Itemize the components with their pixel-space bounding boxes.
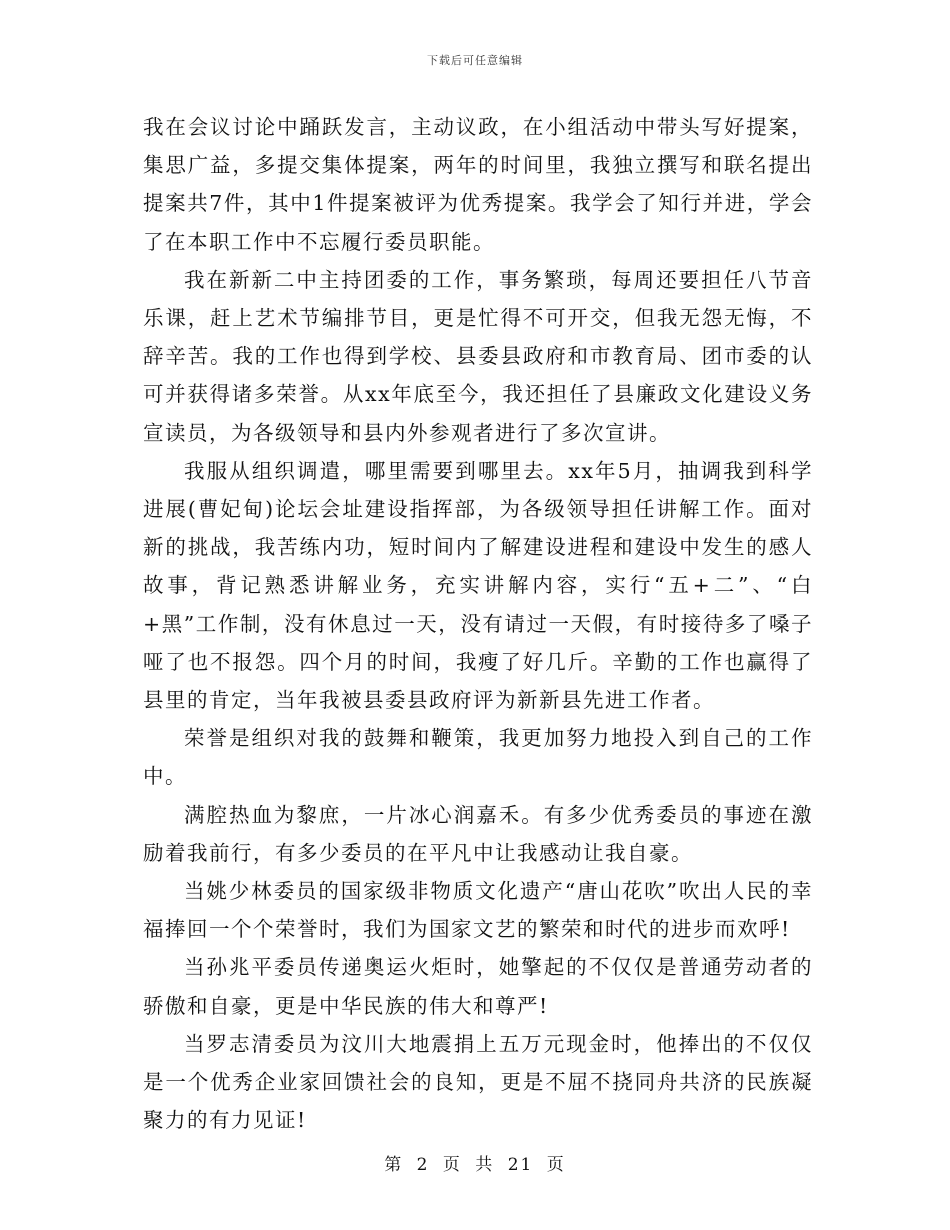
page-header: 下载后可任意编辑 [427,54,523,67]
paragraph: 荣誉是组织对我的鼓舞和鞭策，我更加努力地投入到自己的工作中。 [143,726,813,789]
paragraph: 满腔热血为黎庶，一片冰心润嘉禾。有多少优秀委员的事迹在激励着我前行，有多少委员的在平凡中让我感动让我自豪。 [143,802,813,865]
paragraph: 当孙兆平委员传递奥运火炬时，她擎起的不仅仅是普通劳动者的骄傲和自豪，更是中华民族的伟大和尊严! [143,955,813,1018]
page-number: 第 2 页 共 21 页 [384,1155,566,1175]
paragraph: 我在会议讨论中踊跃发言，主动议政，在小组活动中带头写好提案，集思广益，多提交集体提案，两年的时间里，我独立撰写和联名提出提案共7件，其中1件提案被评为优秀提案。我学会了知行并进，学会了在本职工作中不忘履行委员职能。 [143,115,813,254]
document-body [143,108,813,1139]
paragraph: 我服从组织调遣，哪里需要到哪里去。xx年5月，抽调我到科学进展(曹妃甸)论坛会址建设指挥部，为各级领导担任讲解工作。面对新的挑战，我苦练内功，短时间内了解建设进程和建设中发生的感人故事，背记熟悉讲解业务，充实讲解内容，实行“五+二”、“白+黑”工作制，没有休息过一天，没有请过一天假，有时接待多了嗓子哑了也不报怨。四个月的时间，我瘦了好几斤。辛勤的工作也赢得了县里的肯定，当年我被县委县政府评为新新县先进工作者。 [143,458,813,713]
paragraph: 当罗志清委员为汶川大地震捐上五万元现金时，他捧出的不仅仅是一个优秀企业家回馈社会的良知，更是不屈不挠同舟共济的民族凝聚力的有力见证! [143,1031,813,1133]
paragraph: 当姚少林委员的国家级非物质文化遗产“唐山花吹”吹出人民的幸福捧回一个个荣誉时，我们为国家文艺的繁荣和时代的进步而欢呼! [143,879,813,942]
paragraph: 我在新新二中主持团委的工作，事务繁琐，每周还要担任八节音乐课，赶上艺术节编排节目，更是忙得不可开交，但我无怨无悔，不辞辛苦。我的工作也得到学校、县委县政府和市教育局、团市委的认可并获得诸多荣誉。从xx年底至今，我还担任了县廉政文化建设义务宣读员，为各级领导和县内外参观者进行了多次宣讲。 [143,267,813,445]
